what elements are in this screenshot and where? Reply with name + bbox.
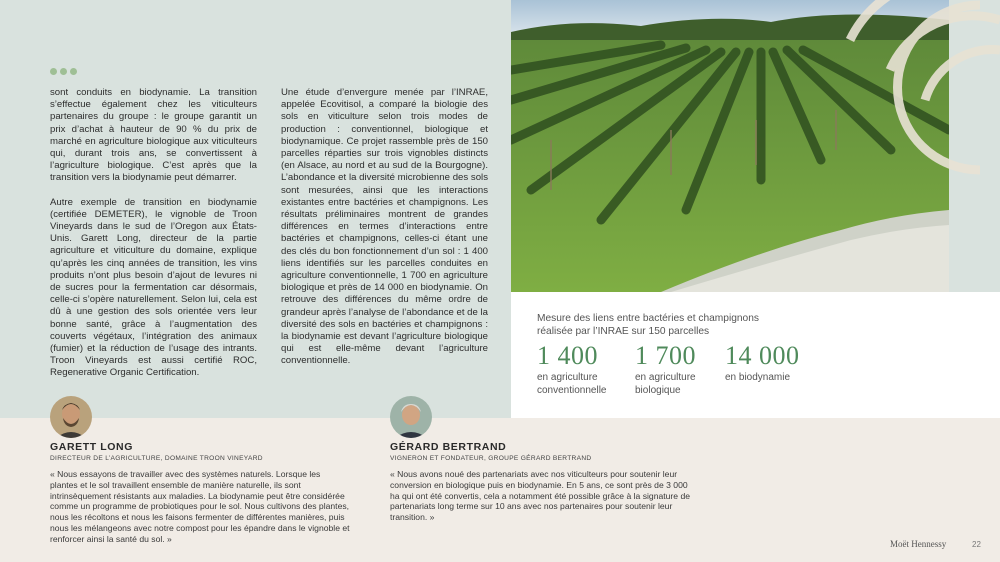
dot (60, 68, 67, 75)
dot (70, 68, 77, 75)
stat-value: 1 400 (537, 341, 598, 370)
stat-organic (635, 343, 715, 397)
quote-author-name: GARETT LONG (50, 441, 134, 453)
avatar-gerard-bertrand (390, 396, 432, 438)
stat-value: 14 000 (725, 341, 800, 370)
dot (50, 68, 57, 75)
quote-text: « Nous avons noué des partenariats avec nos viticulteurs pour soutenir leur conversion en biologique puis en biodynamie. En 5 ans, ce sont près de 3 000 ha qui ont été convertis, cela a notamment été possible grâce à la signature de partenariats long terme sur 10 ans avec nos partenaires pour soutenir leur transition. » (390, 469, 691, 523)
quote-author-name: GÉRARD BERTRAND (390, 441, 507, 453)
decorative-dots (50, 68, 77, 75)
quote-author-role: VIGNERON ET FONDATEUR, GROUPE GÉRARD BERTRAND (390, 455, 592, 462)
article-paragraph: sont conduits en biodynamie. La transition s’effectue également chez les viticulteurs partenaires du groupe : le groupe garantit un prix d’achat à hauteur de 90 % du prix de marché en agriculture biologique aux viticulteurs qui, durant trois ans, se convertissent à l’agriculture biologique. C’est après que la transition vers la biodynamie peut démarrer. (50, 87, 257, 184)
stat-value: 1 700 (635, 341, 696, 370)
article-paragraph: Autre exemple de transition en biodynamie (certifiée DEMETER), le vignoble de Troon Vineyards dans le sud de l’Oregon aux États-Unis. Garett Long, directeur de la partie agriculture et viticulture du domaine, explique qu’après les cinq années de transition, les vins produits n’ont plus besoin d’ajout de levures ni de sucres pour la fermentation car désormais, celle-ci s’opère naturellement. Selon lui, cela est dû à une gestion des sols orientée vers leur bonne santé, grâce à l’augmentation des couverts végétaux, l’intégration des animaux (fumier) et la réduction de l’usage des intrants. Troon Vineyards est aussi certifié ROC, Regenerative Organic Certification. (50, 196, 257, 379)
stats-caption: Mesure des liens entre bactéries et champignons réalisée par l’INRAE sur 150 parcelles (537, 313, 759, 337)
brand-name: Moët Hennessy (890, 539, 947, 549)
decorative-arcs (830, 0, 1000, 200)
quote-text: « Nous essayons de travailler avec des systèmes naturels. Lorsque les plantes et le sol travaillent ensemble de manière naturelle, ils sont intrinsèquement résistants aux maladies. La biodynamie peut être considérée comme un programme de probiotiques pour le sol. Nous cultivons des plantes, nous les récoltons et nous les faisons fermenter de différentes manières, puis nous les mélangeons avec notre compost pour les épandre dans le vignoble et renforcer ainsi la santé du sol. » (50, 469, 350, 544)
stat-conventional (537, 343, 627, 397)
article-column-1 (50, 87, 257, 392)
stat-biodynamic (725, 343, 815, 385)
stat-label: en agriculture biologique (635, 372, 696, 396)
stat-label: en agriculture conventionnelle (537, 372, 607, 396)
stat-label: en biodynamie (725, 372, 791, 383)
avatar-garett-long (50, 396, 92, 438)
quote-author-role: DIRECTEUR DE L’AGRICULTURE, DOMAINE TROON VINEYARD (50, 455, 263, 462)
article-column-2 (281, 87, 488, 380)
page-number: 22 (972, 540, 981, 549)
article-paragraph: Une étude d’envergure menée par l’INRAE, appelée Ecovitisol, a comparé la biologie des sols en viticulture selon trois modes de production : conventionnel, biologique et biodynamique. Ce projet rassemble près de 150 parcelles réparties sur trois vignobles distincts (en Alsace, au nord et au sud de la Bourgogne). L’abondance et la diversité microbienne des sols sont mesurées, ainsi que les interactions existantes entre bactéries et champignons. Les résultats préliminaires montrent de grandes différences en termes d’interactions entre bactéries et champignons, celles-ci étant une des clés du bon fonctionnement d’un sol : 1 400 liens identifiés sur les parcelles conduites en agriculture conventionnelle, 1 700 en agriculture biologique et près de 14 000 en biodynamie. On retrouve des différences du même ordre de grandeur après l’analyse de l’abondance et de la diversité des sols en bactéries et champignons : la biodynamie est devant l’agriculture biologique qui est elle-même devant l’agriculture conventionnelle. (281, 87, 488, 367)
